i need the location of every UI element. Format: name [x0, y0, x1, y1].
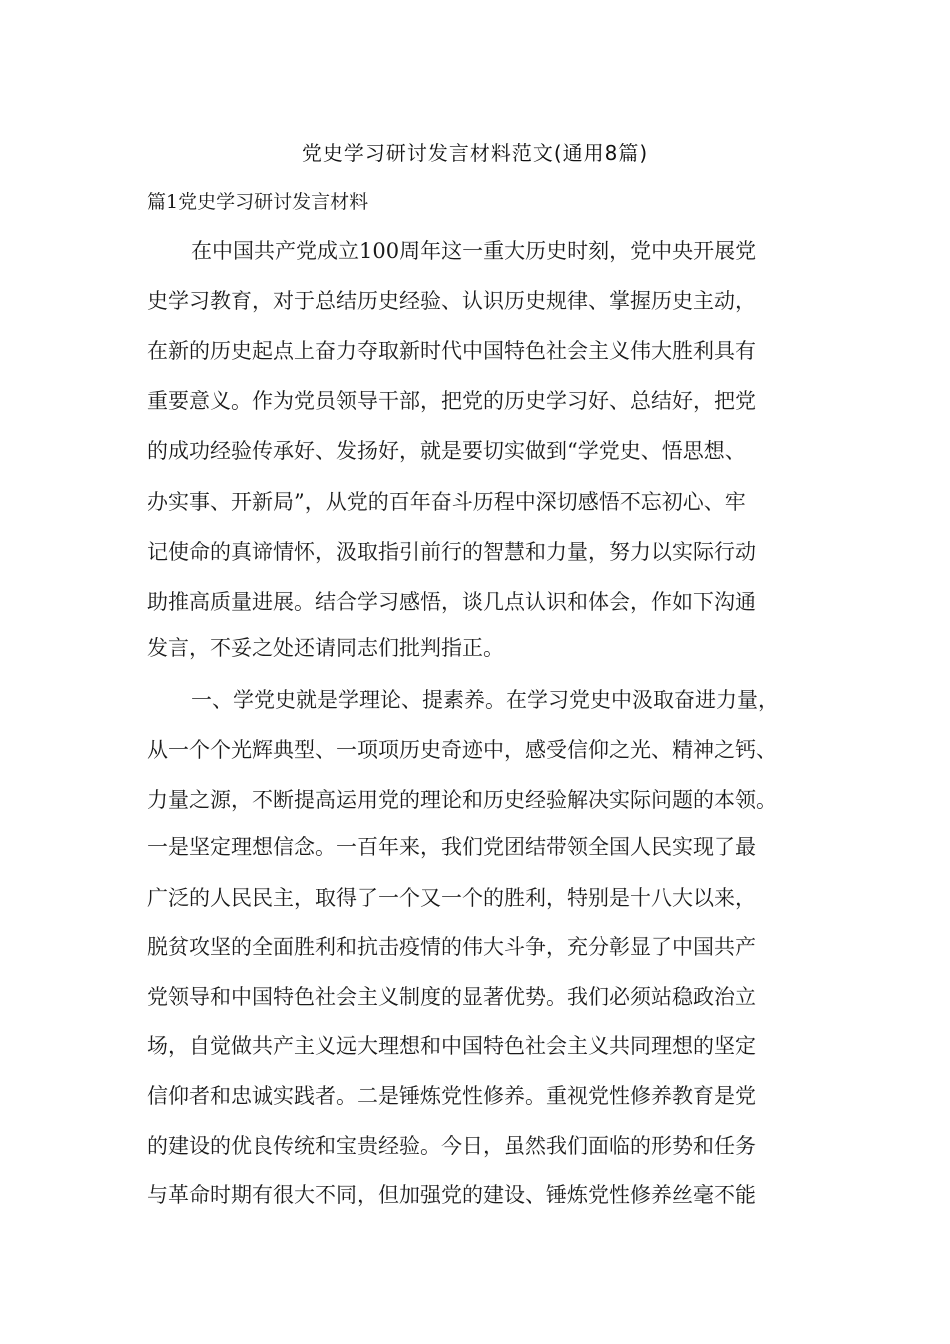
text-line: 广泛的人民民主，取得了一个又一个的胜利，特别是十八大以来，: [147, 886, 756, 910]
text-line: 党领导和中国特色社会主义制度的显著优势。我们必须站稳政治立: [147, 985, 756, 1009]
text-line: 一是坚定理想信念。一百年来，我们党团结带领全国人民实现了最: [147, 835, 756, 859]
text-line: 办实事、开新局”，从党的百年奋斗历程中深切感悟不忘初心、牢: [147, 490, 746, 514]
text-line: 信仰者和忠诚实践者。二是锤炼党性修养。重视党性修养教育是党: [147, 1084, 756, 1108]
section-heading: 篇1党史学习研讨发言材料: [147, 191, 369, 213]
text-line: 记使命的真谛情怀，汲取指引前行的智慧和力量，努力以实际行动: [147, 540, 756, 564]
text-line: 发言，不妥之处还请同志们批判指正。: [147, 636, 504, 660]
document-title: 党史学习研讨发言材料范文(通用8篇): [301, 141, 649, 165]
text-line: 场，自觉做共产主义远大理想和中国特色社会主义共同理想的坚定: [147, 1034, 756, 1058]
text-line: 脱贫攻坚的全面胜利和抗击疫情的伟大斗争，充分彰显了中国共产: [147, 935, 756, 959]
text-line: 力量之源，不断提高运用党的理论和历史经验解决实际问题的本领。: [147, 788, 777, 812]
text-line: 一、学党史就是学理论、提素养。在学习党史中汲取奋进力量，: [191, 688, 779, 712]
text-line: 与革命时期有很大不同，但加强党的建设、锤炼党性修养丝毫不能: [147, 1183, 756, 1207]
text-line: 的建设的优良传统和宝贵经验。今日，虽然我们面临的形势和任务: [147, 1134, 756, 1158]
text-line: 从一个个光辉典型、一项项历史奇迹中，感受信仰之光、精神之钙、: [147, 738, 777, 762]
text-line: 在新的历史起点上奋力夺取新时代中国特色社会主义伟大胜利具有: [147, 339, 756, 363]
text-line: 重要意义。作为党员领导干部，把党的历史学习好、总结好，把党: [147, 389, 756, 413]
text-line: 助推高质量进展。结合学习感悟，谈几点认识和体会，作如下沟通: [147, 590, 756, 614]
text-line: 在中国共产党成立100周年这一重大历史时刻，党中央开展党: [191, 239, 757, 263]
text-line: 史学习教育，对于总结历史经验、认识历史规律、掌握历史主动，: [147, 289, 756, 313]
text-line: 的成功经验传承好、发扬好，就是要切实做到“学党史、悟思想、: [147, 439, 746, 463]
